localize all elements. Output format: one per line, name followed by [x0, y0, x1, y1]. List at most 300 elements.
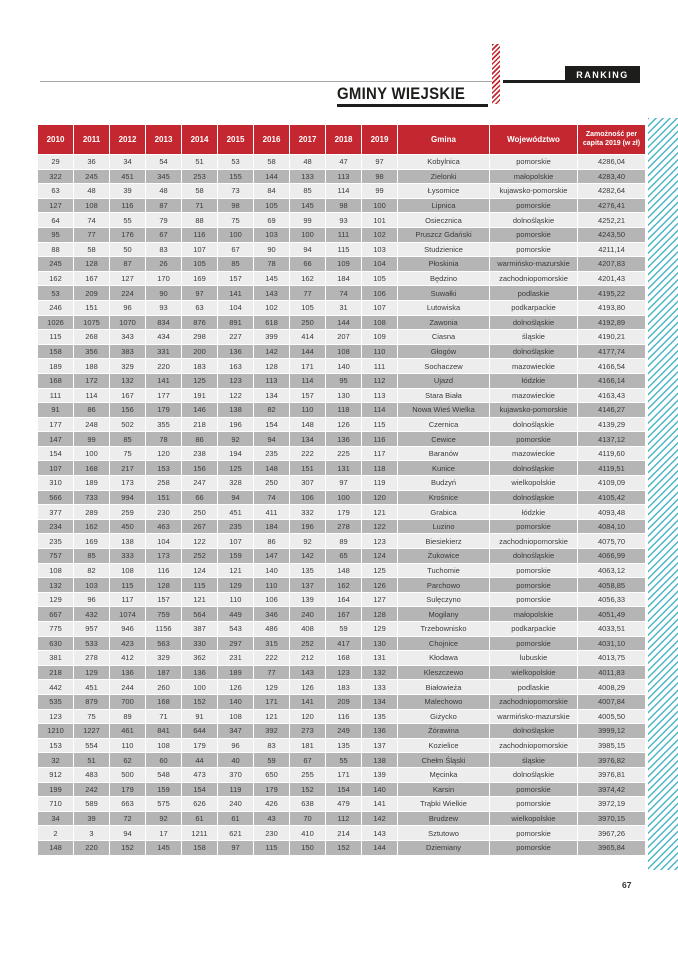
rank-cell-2016: 83 — [254, 738, 290, 753]
rank-cell-2017: 212 — [290, 651, 326, 666]
rank-cell-2018: 59 — [326, 622, 362, 637]
rank-cell-2010: 123 — [38, 709, 74, 724]
rank-cell-2015: 121 — [218, 563, 254, 578]
rank-cell-2012: 132 — [110, 373, 146, 388]
table-row — [38, 709, 646, 724]
rank-cell-2015: 119 — [218, 782, 254, 797]
rank-cell-2012: 179 — [110, 782, 146, 797]
zamoznosc-cell: 3974,42 — [578, 782, 646, 797]
rank-cell-2011: 129 — [74, 665, 110, 680]
rank-cell-2017: 171 — [290, 359, 326, 374]
rank-cell-2019: 143 — [362, 826, 398, 841]
ranking-badge: RANKING — [565, 66, 640, 83]
rank-cell-2015: 108 — [218, 709, 254, 724]
rank-cell-2016: 121 — [254, 709, 290, 724]
rank-cell-2010: 88 — [38, 242, 74, 257]
rank-cell-2012: 87 — [110, 257, 146, 272]
rank-cell-2011: 1227 — [74, 724, 110, 739]
rank-cell-2011: 188 — [74, 359, 110, 374]
rank-cell-2015: 73 — [218, 184, 254, 199]
rank-cell-2015: 451 — [218, 505, 254, 520]
table-row — [38, 300, 646, 315]
column-header-year-2010: 2010 — [38, 125, 74, 155]
rank-cell-2012: 34 — [110, 155, 146, 170]
rank-cell-2017: 94 — [290, 242, 326, 257]
rank-cell-2011: 3 — [74, 826, 110, 841]
rank-cell-2012: 994 — [110, 490, 146, 505]
table-row — [38, 155, 646, 170]
zamoznosc-cell: 3985,15 — [578, 738, 646, 753]
table-row — [38, 607, 646, 622]
zamoznosc-cell: 4033,51 — [578, 622, 646, 637]
rank-cell-2013: 355 — [146, 417, 182, 432]
wojewodztwo-cell: zachodniopomorskie — [490, 738, 578, 753]
rank-cell-2018: 114 — [326, 184, 362, 199]
rank-cell-2014: 200 — [182, 344, 218, 359]
rank-cell-2016: 618 — [254, 315, 290, 330]
rank-cell-2017: 152 — [290, 782, 326, 797]
wojewodztwo-cell: pomorskie — [490, 155, 578, 170]
table-row — [38, 592, 646, 607]
rank-cell-2015: 100 — [218, 227, 254, 242]
rank-cell-2013: 841 — [146, 724, 182, 739]
rank-cell-2011: 74 — [74, 213, 110, 228]
wojewodztwo-cell: kujawsko-pomorskie — [490, 403, 578, 418]
rank-cell-2011: 189 — [74, 476, 110, 491]
gmina-cell: Mogilany — [398, 607, 490, 622]
table-row — [38, 519, 646, 534]
rank-cell-2012: 946 — [110, 622, 146, 637]
table-row — [38, 388, 646, 403]
rank-cell-2016: 103 — [254, 227, 290, 242]
table-row — [38, 738, 646, 753]
rank-cell-2015: 125 — [218, 461, 254, 476]
zamoznosc-cell: 4286,04 — [578, 155, 646, 170]
rank-cell-2017: 240 — [290, 607, 326, 622]
rank-cell-2011: 879 — [74, 694, 110, 709]
rank-cell-2018: 89 — [326, 534, 362, 549]
rank-cell-2015: 75 — [218, 213, 254, 228]
rank-cell-2012: 500 — [110, 767, 146, 782]
rank-cell-2019: 144 — [362, 840, 398, 855]
rank-cell-2011: 483 — [74, 767, 110, 782]
rank-cell-2013: 60 — [146, 753, 182, 768]
rank-cell-2016: 77 — [254, 665, 290, 680]
rank-cell-2013: 104 — [146, 534, 182, 549]
rank-cell-2013: 345 — [146, 169, 182, 184]
rank-cell-2010: 64 — [38, 213, 74, 228]
zamoznosc-cell: 3999,12 — [578, 724, 646, 739]
rank-cell-2015: 107 — [218, 534, 254, 549]
rank-cell-2019: 129 — [362, 622, 398, 637]
gmina-cell: Żórawina — [398, 724, 490, 739]
table-row — [38, 286, 646, 301]
rank-cell-2015: 96 — [218, 738, 254, 753]
rank-cell-2013: 159 — [146, 782, 182, 797]
rank-cell-2018: 140 — [326, 359, 362, 374]
rank-cell-2013: 78 — [146, 432, 182, 447]
rank-cell-2017: 141 — [290, 694, 326, 709]
rank-cell-2010: 107 — [38, 461, 74, 476]
rank-cell-2016: 230 — [254, 826, 290, 841]
rank-cell-2019: 120 — [362, 490, 398, 505]
table-row — [38, 651, 646, 666]
rank-cell-2014: 44 — [182, 753, 218, 768]
rank-cell-2014: 267 — [182, 519, 218, 534]
rank-cell-2010: 246 — [38, 300, 74, 315]
gmina-cell: Pruszcz Gdański — [398, 227, 490, 242]
rank-cell-2019: 105 — [362, 271, 398, 286]
rank-cell-2016: 128 — [254, 359, 290, 374]
rank-cell-2015: 140 — [218, 694, 254, 709]
rank-cell-2010: 108 — [38, 563, 74, 578]
rank-cell-2011: 108 — [74, 198, 110, 213]
gmina-cell: Lutowiska — [398, 300, 490, 315]
wojewodztwo-cell: podlaskie — [490, 286, 578, 301]
rank-cell-2015: 194 — [218, 446, 254, 461]
rank-cell-2014: 298 — [182, 330, 218, 345]
rank-cell-2012: 244 — [110, 680, 146, 695]
rank-cell-2019: 125 — [362, 563, 398, 578]
rank-cell-2010: 132 — [38, 578, 74, 593]
rank-cell-2017: 66 — [290, 257, 326, 272]
rank-cell-2017: 135 — [290, 563, 326, 578]
rank-cell-2019: 101 — [362, 213, 398, 228]
zamoznosc-cell: 3965,84 — [578, 840, 646, 855]
gmina-cell: Giżycko — [398, 709, 490, 724]
rank-cell-2010: 189 — [38, 359, 74, 374]
rank-cell-2012: 450 — [110, 519, 146, 534]
rank-cell-2016: 399 — [254, 330, 290, 345]
rank-cell-2013: 145 — [146, 840, 182, 855]
gmina-cell: Trzebownisko — [398, 622, 490, 637]
rank-cell-2012: 96 — [110, 300, 146, 315]
rank-cell-2017: 150 — [290, 840, 326, 855]
rank-cell-2012: 167 — [110, 388, 146, 403]
zamoznosc-cell: 4190,21 — [578, 330, 646, 345]
rank-cell-2018: 214 — [326, 826, 362, 841]
column-header-year-2012: 2012 — [110, 125, 146, 155]
rank-cell-2011: 58 — [74, 242, 110, 257]
rank-cell-2019: 131 — [362, 651, 398, 666]
rank-cell-2014: 179 — [182, 738, 218, 753]
rank-cell-2012: 383 — [110, 344, 146, 359]
rank-cell-2018: 131 — [326, 461, 362, 476]
rank-cell-2010: 442 — [38, 680, 74, 695]
rank-cell-2011: 554 — [74, 738, 110, 753]
rank-cell-2016: 105 — [254, 198, 290, 213]
rank-cell-2016: 115 — [254, 840, 290, 855]
rank-cell-2016: 59 — [254, 753, 290, 768]
zamoznosc-cell: 4166,14 — [578, 373, 646, 388]
rank-cell-2011: 168 — [74, 461, 110, 476]
rank-cell-2018: 207 — [326, 330, 362, 345]
rank-cell-2011: 39 — [74, 811, 110, 826]
rank-cell-2016: 184 — [254, 519, 290, 534]
gmina-cell: Sztutowo — [398, 826, 490, 841]
rank-cell-2014: 330 — [182, 636, 218, 651]
wojewodztwo-cell: pomorskie — [490, 198, 578, 213]
rank-cell-2014: 86 — [182, 432, 218, 447]
rank-cell-2014: 250 — [182, 505, 218, 520]
rank-cell-2014: 152 — [182, 694, 218, 709]
gmina-cell: Nowa Wieś Wielka — [398, 403, 490, 418]
rank-cell-2017: 99 — [290, 213, 326, 228]
rank-cell-2015: 891 — [218, 315, 254, 330]
rank-cell-2012: 173 — [110, 476, 146, 491]
rank-cell-2010: 667 — [38, 607, 74, 622]
table-row — [38, 753, 646, 768]
rank-cell-2017: 255 — [290, 767, 326, 782]
rank-cell-2015: 231 — [218, 651, 254, 666]
table-row — [38, 257, 646, 272]
rank-cell-2018: 479 — [326, 797, 362, 812]
wojewodztwo-cell: mazowieckie — [490, 359, 578, 374]
rank-cell-2019: 97 — [362, 155, 398, 170]
rank-cell-2011: 589 — [74, 797, 110, 812]
header-divider-line — [40, 81, 492, 82]
rank-cell-2015: 157 — [218, 271, 254, 286]
gmina-cell: Krośnice — [398, 490, 490, 505]
rank-cell-2012: 461 — [110, 724, 146, 739]
rank-cell-2013: 463 — [146, 519, 182, 534]
rank-cell-2019: 104 — [362, 257, 398, 272]
rank-cell-2019: 122 — [362, 519, 398, 534]
rank-cell-2013: 151 — [146, 490, 182, 505]
rank-cell-2017: 145 — [290, 198, 326, 213]
rank-cell-2014: 154 — [182, 782, 218, 797]
rank-cell-2016: 43 — [254, 811, 290, 826]
rank-cell-2011: 77 — [74, 227, 110, 242]
rank-cell-2012: 451 — [110, 169, 146, 184]
gmina-cell: Tuchomie — [398, 563, 490, 578]
column-header-year-2013: 2013 — [146, 125, 182, 155]
rank-cell-2018: 179 — [326, 505, 362, 520]
rank-cell-2018: 31 — [326, 300, 362, 315]
rank-cell-2013: 71 — [146, 709, 182, 724]
rank-cell-2016: 346 — [254, 607, 290, 622]
rank-cell-2014: 88 — [182, 213, 218, 228]
rank-cell-2010: 381 — [38, 651, 74, 666]
gmina-cell: Głogów — [398, 344, 490, 359]
rank-cell-2017: 252 — [290, 636, 326, 651]
rank-cell-2011: 172 — [74, 373, 110, 388]
zamoznosc-cell: 4166,54 — [578, 359, 646, 374]
rank-cell-2013: 260 — [146, 680, 182, 695]
column-header-year-2015: 2015 — [218, 125, 254, 155]
table-row — [38, 373, 646, 388]
gmina-cell: Dziemiany — [398, 840, 490, 855]
wojewodztwo-cell: dolnośląskie — [490, 417, 578, 432]
rank-cell-2017: 157 — [290, 388, 326, 403]
zamoznosc-cell: 4207,83 — [578, 257, 646, 272]
zamoznosc-cell: 3976,82 — [578, 753, 646, 768]
rank-cell-2019: 111 — [362, 359, 398, 374]
rank-cell-2015: 196 — [218, 417, 254, 432]
rank-cell-2016: 94 — [254, 432, 290, 447]
wojewodztwo-cell: dolnośląskie — [490, 344, 578, 359]
rank-cell-2014: 91 — [182, 709, 218, 724]
rank-cell-2013: 258 — [146, 476, 182, 491]
rank-cell-2019: 135 — [362, 709, 398, 724]
rank-cell-2017: 70 — [290, 811, 326, 826]
rank-cell-2012: 502 — [110, 417, 146, 432]
rank-cell-2017: 85 — [290, 184, 326, 199]
rank-cell-2012: 50 — [110, 242, 146, 257]
rank-cell-2019: 98 — [362, 169, 398, 184]
rank-cell-2010: 34 — [38, 811, 74, 826]
rank-cell-2019: 114 — [362, 403, 398, 418]
rank-cell-2016: 222 — [254, 651, 290, 666]
rank-cell-2010: 154 — [38, 446, 74, 461]
rank-cell-2017: 181 — [290, 738, 326, 753]
rank-cell-2019: 116 — [362, 432, 398, 447]
zamoznosc-cell: 4137,12 — [578, 432, 646, 447]
zamoznosc-cell: 4193,80 — [578, 300, 646, 315]
column-header-year-2018: 2018 — [326, 125, 362, 155]
gmina-cell: Czernica — [398, 417, 490, 432]
table-row — [38, 417, 646, 432]
rank-cell-2010: 310 — [38, 476, 74, 491]
rank-cell-2014: 61 — [182, 811, 218, 826]
table-row — [38, 767, 646, 782]
wojewodztwo-cell: pomorskie — [490, 840, 578, 855]
table-row — [38, 184, 646, 199]
column-header-year-2019: 2019 — [362, 125, 398, 155]
wojewodztwo-cell: wielkopolskie — [490, 811, 578, 826]
rank-cell-2016: 78 — [254, 257, 290, 272]
rank-cell-2017: 250 — [290, 315, 326, 330]
rank-cell-2012: 412 — [110, 651, 146, 666]
rank-cell-2012: 39 — [110, 184, 146, 199]
rank-cell-2018: 148 — [326, 563, 362, 578]
rank-cell-2017: 100 — [290, 227, 326, 242]
rank-cell-2016: 411 — [254, 505, 290, 520]
rank-cell-2015: 67 — [218, 242, 254, 257]
rank-cell-2010: 127 — [38, 198, 74, 213]
rank-cell-2018: 111 — [326, 227, 362, 242]
rank-cell-2013: 92 — [146, 811, 182, 826]
rank-cell-2012: 138 — [110, 534, 146, 549]
rank-cell-2018: 130 — [326, 388, 362, 403]
rank-cell-2013: 153 — [146, 461, 182, 476]
table-row — [38, 680, 646, 695]
rank-cell-2012: 94 — [110, 826, 146, 841]
gmina-cell: Studzienice — [398, 242, 490, 257]
rank-cell-2012: 333 — [110, 549, 146, 564]
rank-cell-2014: 644 — [182, 724, 218, 739]
rank-cell-2018: 113 — [326, 169, 362, 184]
rank-cell-2011: 278 — [74, 651, 110, 666]
rank-cell-2013: 54 — [146, 155, 182, 170]
gmina-cell: Baranów — [398, 446, 490, 461]
rank-cell-2011: 1075 — [74, 315, 110, 330]
gmina-cell: Kleszczewo — [398, 665, 490, 680]
gmina-cell: Brudzew — [398, 811, 490, 826]
rank-cell-2019: 127 — [362, 592, 398, 607]
table-row — [38, 330, 646, 345]
rank-cell-2018: 98 — [326, 198, 362, 213]
gmina-cell: Karsin — [398, 782, 490, 797]
rank-cell-2011: 245 — [74, 169, 110, 184]
rank-cell-2011: 167 — [74, 271, 110, 286]
wojewodztwo-cell: małopolskie — [490, 607, 578, 622]
rank-cell-2011: 151 — [74, 300, 110, 315]
zamoznosc-cell: 4084,10 — [578, 519, 646, 534]
rank-cell-2017: 142 — [290, 549, 326, 564]
rank-cell-2017: 120 — [290, 709, 326, 724]
rank-cell-2010: 95 — [38, 227, 74, 242]
rank-cell-2015: 189 — [218, 665, 254, 680]
rank-cell-2015: 347 — [218, 724, 254, 739]
column-header-year-2011: 2011 — [74, 125, 110, 155]
rank-cell-2014: 564 — [182, 607, 218, 622]
column-header-gmina: Gmina — [398, 125, 490, 155]
rank-cell-2011: 96 — [74, 592, 110, 607]
rank-cell-2010: 710 — [38, 797, 74, 812]
rank-cell-2013: 173 — [146, 549, 182, 564]
rank-cell-2013: 157 — [146, 592, 182, 607]
wojewodztwo-cell: pomorskie — [490, 563, 578, 578]
rank-cell-2019: 123 — [362, 534, 398, 549]
rank-cell-2015: 227 — [218, 330, 254, 345]
rank-cell-2013: 331 — [146, 344, 182, 359]
rank-cell-2019: 110 — [362, 344, 398, 359]
wojewodztwo-cell: pomorskie — [490, 242, 578, 257]
rank-cell-2016: 179 — [254, 782, 290, 797]
wojewodztwo-cell: podkarpackie — [490, 300, 578, 315]
gmina-cell: Żukowice — [398, 549, 490, 564]
page-number: 67 — [622, 880, 632, 890]
rank-cell-2019: 136 — [362, 724, 398, 739]
zamoznosc-cell: 4008,29 — [578, 680, 646, 695]
rank-cell-2017: 139 — [290, 592, 326, 607]
table-header-row — [38, 125, 646, 155]
gmina-cell: Stara Biała — [398, 388, 490, 403]
wojewodztwo-cell: pomorskie — [490, 432, 578, 447]
rank-cell-2017: 67 — [290, 753, 326, 768]
rank-cell-2012: 108 — [110, 563, 146, 578]
rank-cell-2014: 158 — [182, 840, 218, 855]
title-underline — [337, 104, 488, 107]
rank-cell-2019: 119 — [362, 476, 398, 491]
wojewodztwo-cell: śląskie — [490, 753, 578, 768]
zamoznosc-cell: 4163,43 — [578, 388, 646, 403]
rank-cell-2018: 171 — [326, 767, 362, 782]
rank-cell-2018: 209 — [326, 694, 362, 709]
wojewodztwo-cell: dolnośląskie — [490, 461, 578, 476]
rank-cell-2017: 196 — [290, 519, 326, 534]
rank-cell-2018: 100 — [326, 490, 362, 505]
wojewodztwo-cell: zachodniopomorskie — [490, 534, 578, 549]
gmina-cell: Osiecznica — [398, 213, 490, 228]
rank-cell-2010: 245 — [38, 257, 74, 272]
rank-cell-2016: 426 — [254, 797, 290, 812]
rank-cell-2014: 252 — [182, 549, 218, 564]
rank-cell-2013: 548 — [146, 767, 182, 782]
rank-cell-2010: 535 — [38, 694, 74, 709]
wojewodztwo-cell: dolnośląskie — [490, 549, 578, 564]
zamoznosc-cell: 4119,51 — [578, 461, 646, 476]
gmina-cell: Białowieża — [398, 680, 490, 695]
rank-cell-2014: 51 — [182, 155, 218, 170]
gmina-cell: Grabica — [398, 505, 490, 520]
table-row — [38, 549, 646, 564]
rank-cell-2015: 328 — [218, 476, 254, 491]
rank-cell-2018: 417 — [326, 636, 362, 651]
rank-cell-2013: 83 — [146, 242, 182, 257]
rank-cell-2016: 144 — [254, 169, 290, 184]
